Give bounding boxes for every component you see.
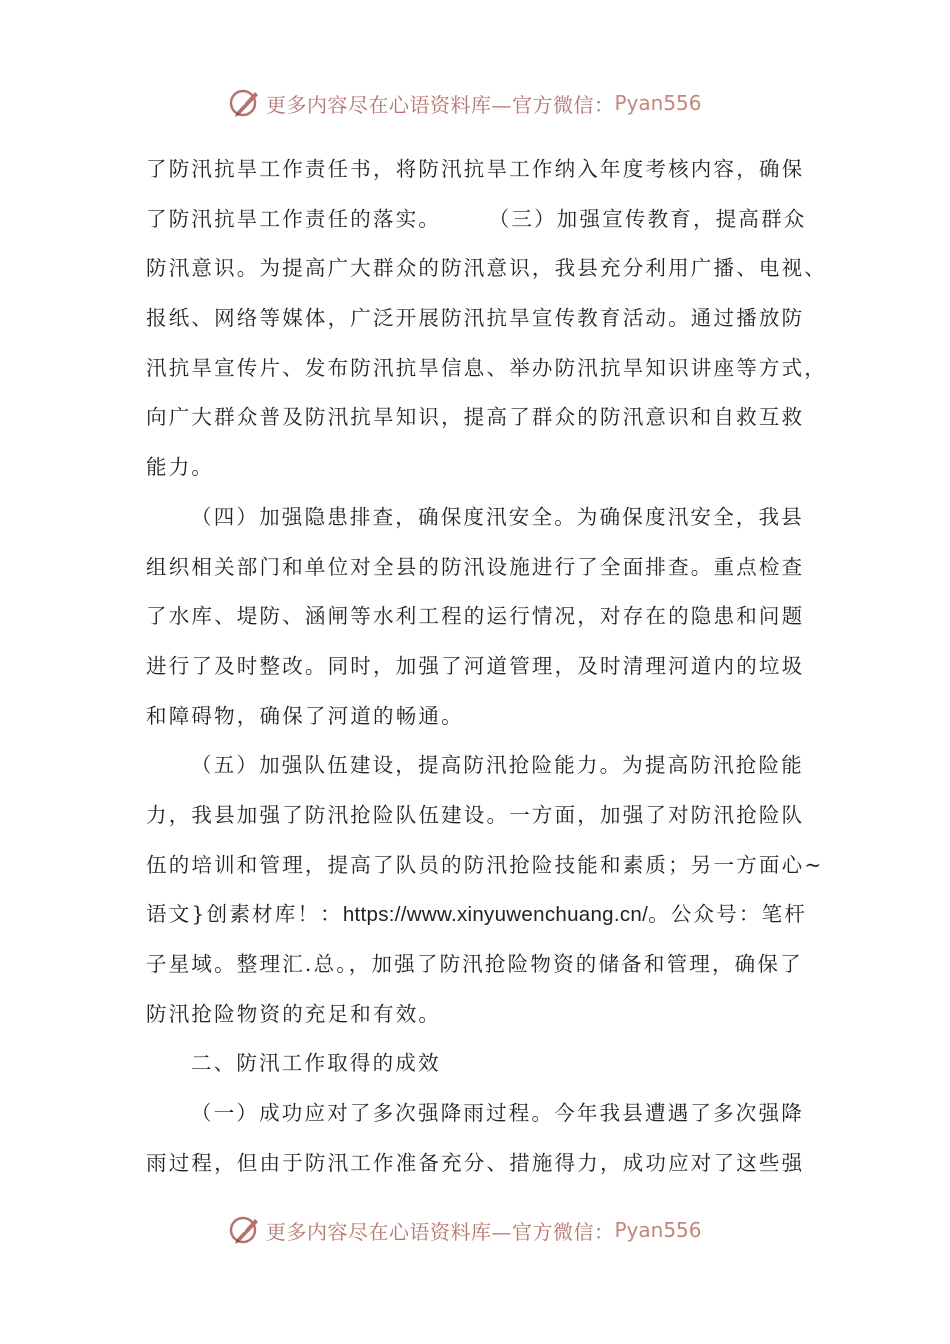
url-prefix-text: 语文}创素材库！： <box>146 902 343 927</box>
text-line: 力，我县加强了防汛抢险队伍建设。一方面，加强了对防汛抢险队 <box>146 802 805 827</box>
url-suffix-text: 。公众号：笔杆 <box>648 902 808 927</box>
header-banner <box>228 83 748 123</box>
text-line: 雨过程，但由于防汛工作准备充分、措施得力，成功应对了这些强 <box>146 1150 805 1175</box>
text-line: 汛抗旱宣传片、发布防汛抗旱信息、举办防汛抗旱知识讲座等方式， <box>146 355 827 380</box>
text-line: 防汛抢险物资的充足和有效。 <box>146 1001 442 1026</box>
section-heading: 二、防汛工作取得的成效 <box>191 1051 441 1076</box>
banner-label: 更多内容尽在心语资料库—官方微信： <box>266 92 615 117</box>
text-line: 进行了及时整改。同时，加强了河道管理，及时清理河道内的垃圾 <box>146 653 805 678</box>
text-line: 报纸、网络等媒体，广泛开展防汛抗旱宣传教育活动。通过播放防 <box>146 306 805 331</box>
text-line: 防汛意识。为提高广大群众的防汛意识，我县充分利用广播、电视、 <box>146 256 827 281</box>
text-line: 伍的培训和管理，提高了队员的防汛抢险技能和素质；另一方面心~ <box>146 852 824 877</box>
text-line: 组织相关部门和单位对全县的防汛设施进行了全面排查。重点检查 <box>146 554 805 579</box>
text-line: 子星域。整理汇.总。，加强了防汛抢险物资的储备和管理，确保了 <box>146 952 803 976</box>
text-line: 能力。 <box>146 455 215 480</box>
document-body <box>146 145 826 1188</box>
banner-wechat-id: Pyan556 <box>614 1218 702 1242</box>
footer-banner <box>228 1210 748 1250</box>
text-line: 了水库、堤防、涵闸等水利工程的运行情况，对存在的隐患和问题 <box>146 604 805 629</box>
banner-wechat-id: Pyan556 <box>614 91 702 115</box>
text-line: 了防汛抗旱工作责任书，将防汛抗旱工作纳入年度考核内容，确保 <box>146 157 805 181</box>
paragraph-start: （五）加强队伍建设，提高防汛抢险能力。为提高防汛抢险能 <box>191 753 804 778</box>
paragraph-start: （四）加强隐患排查，确保度汛安全。为确保度汛安全，我县 <box>191 504 804 529</box>
pen-logo-icon <box>228 1213 262 1247</box>
text-line: 了防汛抗旱工作责任的落实。 （三）加强宣传教育，提高群众 <box>146 206 807 231</box>
text-line: 和障碍物，确保了河道的畅通。 <box>146 703 464 728</box>
paragraph-start: （一）成功应对了多次强降雨过程。今年我县遭遇了多次强降 <box>191 1101 804 1126</box>
pen-logo-icon <box>228 86 262 120</box>
banner-label: 更多内容尽在心语资料库—官方微信： <box>266 1219 615 1244</box>
website-url: https://www.xinyuwenchuang.cn/ <box>342 903 649 927</box>
text-line-with-url <box>146 890 826 940</box>
text-line: 向广大群众普及防汛抗旱知识，提高了群众的防汛意识和自救互救 <box>146 405 805 430</box>
